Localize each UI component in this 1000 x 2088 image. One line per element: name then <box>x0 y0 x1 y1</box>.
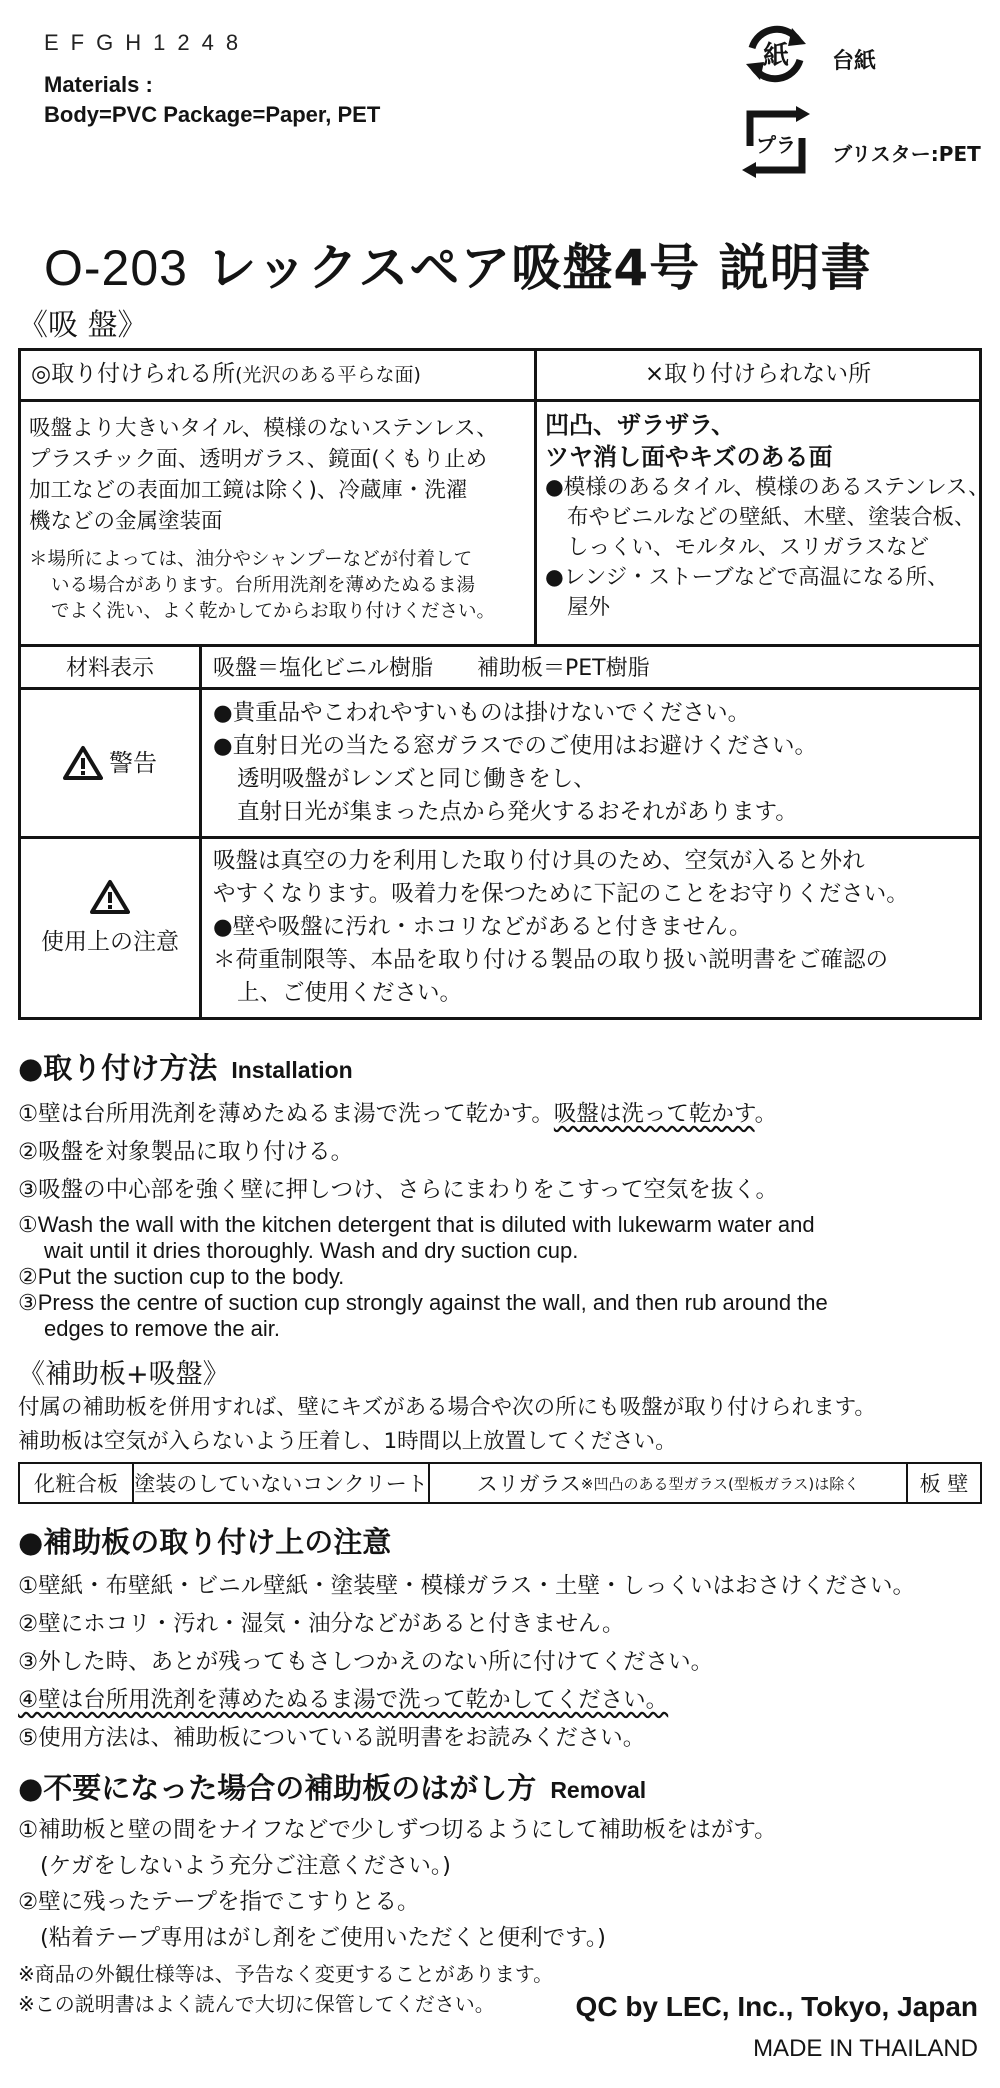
removal-item: ②壁に残ったテープを指でこすりとる。 <box>18 1889 420 1915</box>
warning-list <box>213 697 817 829</box>
install-en-line: ③Press the centre of suction cup strongly against the wall, and then rub around the <box>18 1290 828 1315</box>
made-in: MADE IN THAILAND <box>753 2035 978 2062</box>
ok-line: 機などの金属塗装面 <box>29 509 223 534</box>
ng-list <box>545 409 990 623</box>
paper-mark-text: 紙 <box>762 41 790 71</box>
install-step-end: 。 <box>754 1101 778 1127</box>
ng-header: ×取り付けられない所 <box>644 361 872 387</box>
warning-triangle-icon <box>63 745 103 781</box>
ok-line: 加工などの表面加工鏡は除く)、冷蔵庫・洗濯 <box>29 478 468 503</box>
materials-label: Materials : <box>44 72 153 97</box>
plate-note-item: ②壁にホコリ・汚れ・湿気・油分などがあると付きません。 <box>18 1611 625 1637</box>
ng-line: しっくい、モルタル、スリガラスなど <box>567 535 930 560</box>
plastic-mark-text: プラ <box>756 133 796 157</box>
title-code: O-203 <box>44 240 188 296</box>
warning-line: 直射日光が集まった点から発火するおそれがあります。 <box>237 799 798 825</box>
warning-line: 透明吸盤がレンズと同じ働きをし、 <box>237 766 596 792</box>
ok-note-line: ＊場所によっては、油分やシャンプーなどが付着して <box>29 549 473 570</box>
ng-line: 布やビニルなどの壁紙、木壁、塗装合板、 <box>567 505 976 530</box>
ok-note-line: でよく洗い、よく乾かしてからお取り付けください。 <box>51 601 496 622</box>
installation-heading-en: Installation <box>231 1057 353 1083</box>
ok-note <box>29 547 495 625</box>
product-code: EFGH1248 <box>44 30 251 55</box>
removal-heading <box>18 1766 646 1807</box>
ng-line: ●模様のあるタイル、模様のあるステンレス、 <box>545 475 990 500</box>
ok-line: プラスチック面、透明ガラス、鏡面(くもり止め <box>29 447 488 472</box>
ok-line: 吸盤より大きいタイル、模様のないステンレス、 <box>29 416 498 441</box>
ng-line: ●レンジ・ストーブなどで高温になる所、 <box>545 565 949 590</box>
plate-note-item: ④壁は台所用洗剤を薄めたぬるま湯で洗って乾かしてください。 <box>18 1687 669 1713</box>
ok-list <box>29 413 498 537</box>
surface-plywood: 化粧合板 <box>18 1462 134 1504</box>
suction-table <box>18 348 990 1020</box>
suction-heading: 《吸 盤》 <box>18 308 148 343</box>
paper-recycle-label: 台紙 <box>832 49 877 74</box>
ok-header <box>31 359 421 390</box>
page-title <box>44 228 974 300</box>
caution-line: 吸盤は真空の力を利用した取り付け具のため、空気が入ると外れ <box>213 848 865 874</box>
surface-frosted-glass-label: スリガラス <box>476 1472 581 1496</box>
installation-heading <box>18 1046 353 1087</box>
materials-row-value: 吸盤＝塩化ビニル樹脂 補助板＝PET樹脂 <box>213 656 650 681</box>
footnote: ※商品の外観仕様等は、予告なく変更することがあります。 <box>18 1962 554 1986</box>
install-step-3: ③吸盤の中心部を強く壁に押しつけ、さらにまわりをこすって空気を抜く。 <box>18 1177 778 1203</box>
plate-note-item: ①壁紙・布壁紙・ビニル壁紙・塗装壁・模様ガラス・土壁・しっくいはおさけください。 <box>18 1573 915 1599</box>
installation-heading-jp: ●取り付け方法 <box>18 1051 218 1085</box>
surface-wood-wall: 板 壁 <box>906 1462 982 1504</box>
ok-note-line: いる場合があります。台所用洗剤を薄めたぬるま湯 <box>51 575 476 596</box>
caution-line: やすくなります。吸着力を保つために下記のことをお守りください。 <box>213 881 909 907</box>
install-en-line: ①Wash the wall with the kitchen detergent that is diluted with lukewarm water and <box>18 1212 815 1237</box>
warning-label: 警告 <box>109 748 157 777</box>
install-en-line: edges to remove the air. <box>44 1316 281 1341</box>
ok-header-text: ◎取り付けられる所 <box>31 361 236 387</box>
ng-bold-line: ツヤ消し面やキズのある面 <box>545 443 833 471</box>
caution-triangle-icon <box>90 879 130 915</box>
install-step-text: ①壁は台所用洗剤を薄めたぬるま湯で洗って乾かす。 <box>18 1101 554 1127</box>
plate-notes-heading: ●補助板の取り付け上の注意 <box>18 1525 392 1559</box>
ng-line: 屋外 <box>567 595 611 620</box>
materials-row-label: 材料表示 <box>65 656 154 681</box>
caution-line: ●壁や吸盤に汚れ・ホコリなどがあると付きません。 <box>213 914 752 940</box>
caution-line: 上、ご使用ください。 <box>237 980 463 1006</box>
company-name: QC by LEC, Inc., Tokyo, Japan <box>575 1991 978 2022</box>
caution-list <box>213 845 909 1010</box>
removal-item: (粘着テープ専用はがし剤をご使用いただくと便利です。) <box>40 1925 606 1951</box>
ng-bold-line: 凹凸、ザラザラ、 <box>545 411 736 439</box>
materials-value: Body=PVC Package=Paper, PET <box>44 102 381 127</box>
surface-note: ※凹凸のある型ガラス(型板ガラス)は除く <box>580 1474 860 1493</box>
plate-line: 補助板は空気が入らないよう圧着し、1時間以上放置してください。 <box>18 1429 677 1454</box>
ok-header-note: (光沢のある平らな面) <box>235 364 421 386</box>
caution-line: ＊荷重制限等、本品を取り付ける製品の取り扱い説明書をご確認の <box>213 947 889 973</box>
plate-heading: 《補助板+吸盤》 <box>18 1359 230 1390</box>
surface-frosted-glass <box>428 1462 908 1504</box>
removal-heading-jp: ●不要になった場合の補助板のはがし方 <box>18 1771 537 1805</box>
removal-heading-en: Removal <box>550 1777 647 1803</box>
removal-item: ①補助板と壁の間をナイフなどで少しずつ切るようにして補助板をはがす。 <box>18 1817 777 1843</box>
plastic-recycle-label: ブリスター:PET <box>832 142 981 166</box>
plate-note-item: ⑤使用方法は、補助板についている説明書をお読みください。 <box>18 1725 646 1751</box>
warning-label-cell <box>21 745 199 781</box>
install-step-1 <box>18 1096 777 1128</box>
install-step-emphasis: 吸盤は洗って乾かす <box>553 1101 755 1127</box>
footnote: ※この説明書はよく読んで大切に保管してください。 <box>18 1992 495 2016</box>
surface-concrete: 塗装のしていないコンクリート <box>132 1462 430 1504</box>
caution-label-cell <box>21 879 199 958</box>
install-en-line: ②Put the suction cup to the body. <box>18 1264 345 1289</box>
install-en-line: wait until it dries thoroughly. Wash and dry suction cup. <box>44 1238 579 1263</box>
title-text: レックスペア吸盤4号 説明書 <box>206 239 872 297</box>
caution-label: 使用上の注意 <box>41 929 179 955</box>
plate-line: 付属の補助板を併用すれば、壁にキズがある場合や次の所にも吸盤が取り付けられます。 <box>18 1395 876 1420</box>
removal-item: (ケガをしないよう充分ご注意ください。) <box>40 1853 451 1879</box>
warning-line: ●直射日光の当たる窓ガラスでのご使用はお避けください。 <box>213 733 817 759</box>
warning-line: ●貴重品やこわれやすいものは掛けないでください。 <box>213 700 751 726</box>
install-step-2: ②吸盤を対象製品に取り付ける。 <box>18 1139 354 1165</box>
paper-recycle-icon <box>740 18 812 90</box>
install-en-steps <box>18 1212 828 1342</box>
plastic-recycle-icon <box>740 106 812 178</box>
plate-note-item: ③外した時、あとが残ってもさしつかえのない所に付けてください。 <box>18 1649 714 1675</box>
